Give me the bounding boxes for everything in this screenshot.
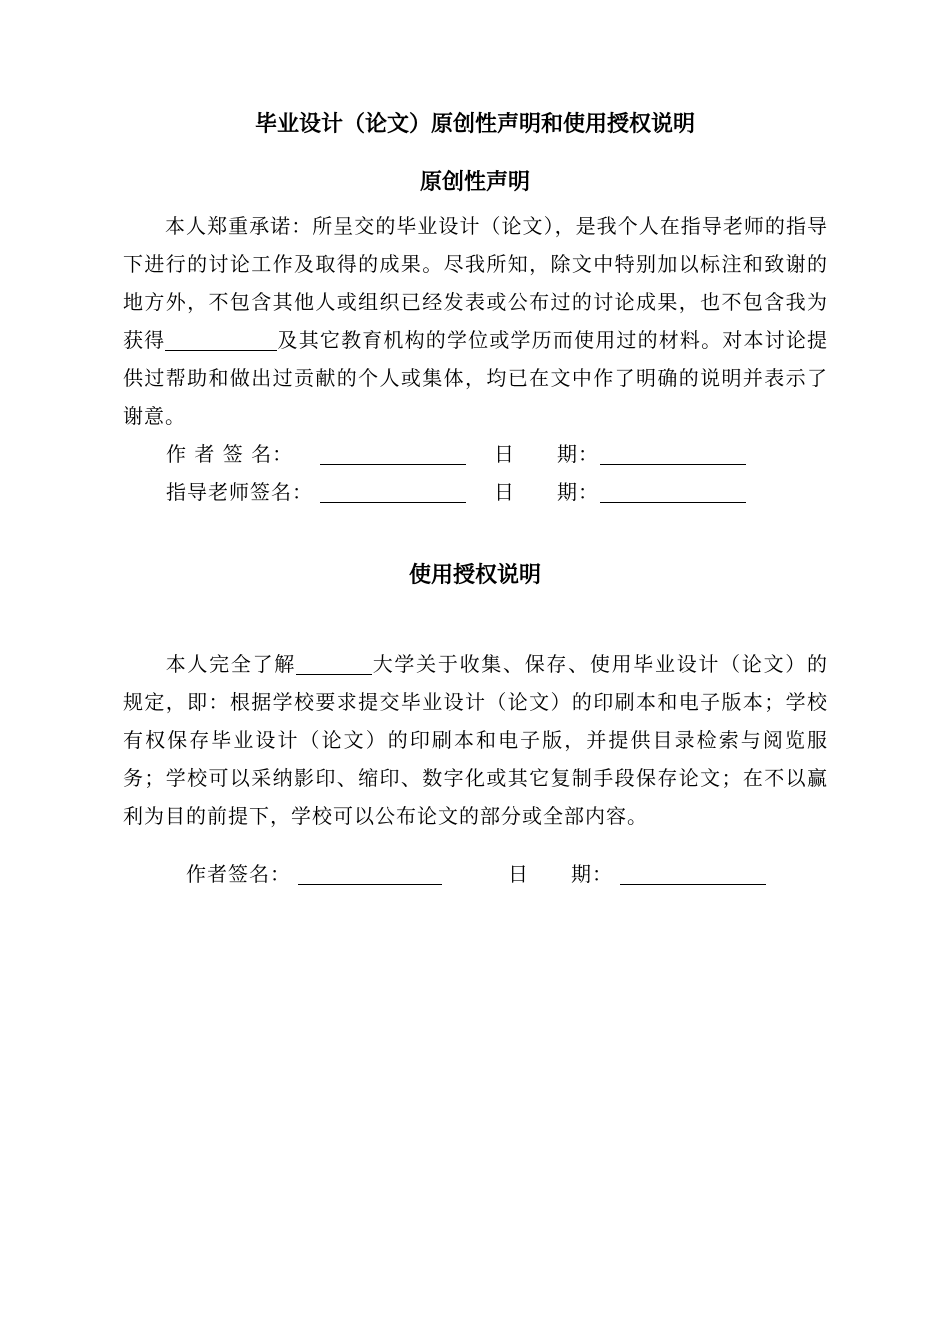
auth-date-label: 日 期：: [508, 862, 613, 886]
auth-author-sign-label: 作者签名：: [186, 862, 291, 886]
author-date-blank[interactable]: [600, 442, 746, 465]
auth-date-blank[interactable]: [620, 862, 766, 885]
advisor-sign-label: 指导老师签名：: [166, 480, 313, 504]
authorization-signature-row: [186, 859, 766, 889]
originality-title: 原创性声明: [419, 170, 530, 195]
authorization-title: 使用授权说明: [408, 563, 541, 588]
main-title: 毕业设计（论文）原创性声明和使用授权说明: [254, 112, 695, 137]
authorization-paragraph: [123, 645, 828, 835]
institution-blank[interactable]: [165, 328, 277, 351]
author-signature-row: [166, 439, 746, 469]
authorization-text-part1: 本人完全了解: [165, 652, 296, 676]
advisor-date-label: 日 期：: [494, 480, 599, 504]
author-sign-label: 作 者 签 名：: [166, 442, 294, 466]
author-sign-blank[interactable]: [320, 442, 466, 465]
originality-text-part1: 本人郑重承诺：所呈交的毕业设计（论文），是我个人在指导老师的指导下进行的讨论工作及取得的成果。尽我所知，除文中特别加以标注和致谢的地方外，不包含其他人或组织已经发表或公布过的讨论成果，也不包含我为获得: [123, 214, 828, 352]
originality-text-part2: 及其它教育机构的学位或学历而使用过的材料。对本讨论提供过帮助和做出过贡献的个人或集体，均已在文中作了明确的说明并表示了谢意。: [123, 328, 829, 428]
advisor-sign-blank[interactable]: [320, 480, 466, 503]
authorization-text-part2: 大学关于收集、保存、使用毕业设计（论文）的规定，即：根据学校要求提交毕业设计（论文）的印刷本和电子版本；学校有权保存毕业设计（论文）的印刷本和电子版，并提供目录检索与阅览服务；学校可以采纳影印、缩印、数字化或其它复制手段保存论文；在不以赢利为目的前提下，学校可以公布论文的部分或全部内容。: [123, 652, 828, 828]
author-date-label: 日 期：: [494, 442, 599, 466]
advisor-date-blank[interactable]: [600, 480, 746, 503]
originality-paragraph: [123, 207, 828, 435]
university-blank[interactable]: [296, 652, 372, 675]
auth-author-sign-blank[interactable]: [298, 862, 442, 885]
advisor-signature-row: [166, 477, 746, 507]
